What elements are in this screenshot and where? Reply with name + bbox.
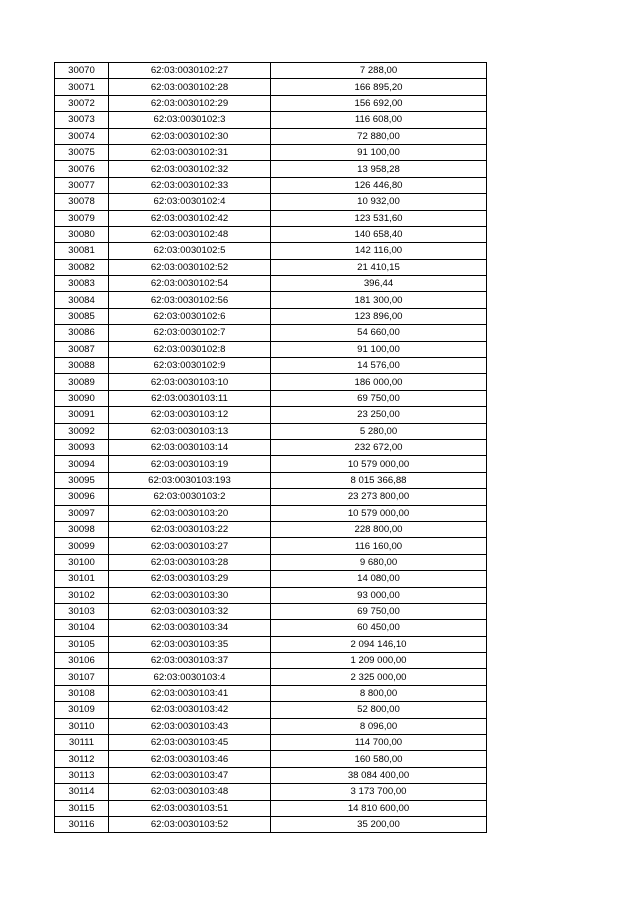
row-number: 30080 [55, 226, 109, 242]
cadastral-value: 142 116,00 [271, 243, 487, 259]
row-number: 30091 [55, 407, 109, 423]
row-number: 30095 [55, 472, 109, 488]
cadastral-value: 10 932,00 [271, 194, 487, 210]
table-row [55, 341, 487, 357]
table-row [55, 702, 487, 718]
cadastral-number: 62:03:0030103:14 [109, 439, 271, 455]
cadastral-value: 232 672,00 [271, 439, 487, 455]
row-number: 30081 [55, 243, 109, 259]
cadastral-value: 1 209 000,00 [271, 653, 487, 669]
cadastral-number: 62:03:0030103:37 [109, 653, 271, 669]
cadastral-number: 62:03:0030103:32 [109, 603, 271, 619]
cadastral-value: 38 084 400,00 [271, 767, 487, 783]
cadastral-number: 62:03:0030103:193 [109, 472, 271, 488]
table-row [55, 472, 487, 488]
row-number: 30097 [55, 505, 109, 521]
cadastral-number: 62:03:0030103:48 [109, 784, 271, 800]
cadastral-number: 62:03:0030102:33 [109, 177, 271, 193]
row-number: 30116 [55, 816, 109, 832]
table-row [55, 439, 487, 455]
cadastral-number: 62:03:0030103:22 [109, 521, 271, 537]
cadastral-number: 62:03:0030102:3 [109, 112, 271, 128]
cadastral-number: 62:03:0030103:43 [109, 718, 271, 734]
table-row [55, 685, 487, 701]
table-row [55, 571, 487, 587]
table-row [55, 554, 487, 570]
cadastral-number: 62:03:0030102:52 [109, 259, 271, 275]
table-row [55, 194, 487, 210]
cadastral-value: 116 160,00 [271, 538, 487, 554]
table-row [55, 538, 487, 554]
table-row [55, 95, 487, 111]
row-number: 30096 [55, 489, 109, 505]
row-number: 30073 [55, 112, 109, 128]
row-number: 30098 [55, 521, 109, 537]
cadastral-number: 62:03:0030103:10 [109, 374, 271, 390]
row-number: 30085 [55, 308, 109, 324]
cadastral-value: 8 096,00 [271, 718, 487, 734]
row-number: 30101 [55, 571, 109, 587]
cadastral-value: 123 531,60 [271, 210, 487, 226]
cadastral-value: 72 880,00 [271, 128, 487, 144]
table-row [55, 226, 487, 242]
row-number: 30113 [55, 767, 109, 783]
cadastral-number: 62:03:0030102:42 [109, 210, 271, 226]
cadastral-number: 62:03:0030103:11 [109, 390, 271, 406]
row-number: 30075 [55, 144, 109, 160]
table-row [55, 718, 487, 734]
cadastral-number: 62:03:0030102:54 [109, 276, 271, 292]
table-row [55, 128, 487, 144]
cadastral-value: 5 280,00 [271, 423, 487, 439]
row-number: 30072 [55, 95, 109, 111]
row-number: 30107 [55, 669, 109, 685]
row-number: 30112 [55, 751, 109, 767]
cadastral-value: 52 800,00 [271, 702, 487, 718]
cadastral-number: 62:03:0030102:48 [109, 226, 271, 242]
table-row [55, 669, 487, 685]
row-number: 30076 [55, 161, 109, 177]
cadastral-number: 62:03:0030102:6 [109, 308, 271, 324]
row-number: 30111 [55, 735, 109, 751]
table-row [55, 636, 487, 652]
row-number: 30078 [55, 194, 109, 210]
cadastral-value: 2 094 146,10 [271, 636, 487, 652]
row-number: 30082 [55, 259, 109, 275]
table-row [55, 243, 487, 259]
cadastral-value-table [54, 62, 487, 833]
row-number: 30090 [55, 390, 109, 406]
cadastral-value: 54 660,00 [271, 325, 487, 341]
cadastral-number: 62:03:0030102:28 [109, 79, 271, 95]
cadastral-value: 14 080,00 [271, 571, 487, 587]
table-row [55, 751, 487, 767]
row-number: 30115 [55, 800, 109, 816]
table-row [55, 800, 487, 816]
table-row [55, 423, 487, 439]
table-row [55, 177, 487, 193]
table-row [55, 210, 487, 226]
table-row [55, 390, 487, 406]
cadastral-value: 60 450,00 [271, 620, 487, 636]
cadastral-value: 126 446,80 [271, 177, 487, 193]
table-row [55, 161, 487, 177]
cadastral-value: 396,44 [271, 276, 487, 292]
table-row [55, 505, 487, 521]
row-number: 30084 [55, 292, 109, 308]
cadastral-number: 62:03:0030102:5 [109, 243, 271, 259]
cadastral-number: 62:03:0030102:30 [109, 128, 271, 144]
row-number: 30103 [55, 603, 109, 619]
cadastral-value: 8 015 366,88 [271, 472, 487, 488]
cadastral-number: 62:03:0030103:2 [109, 489, 271, 505]
cadastral-value: 228 800,00 [271, 521, 487, 537]
row-number: 30077 [55, 177, 109, 193]
cadastral-number: 62:03:0030103:45 [109, 735, 271, 751]
cadastral-number: 62:03:0030103:46 [109, 751, 271, 767]
cadastral-value: 23 273 800,00 [271, 489, 487, 505]
table-row [55, 521, 487, 537]
row-number: 30114 [55, 784, 109, 800]
cadastral-value: 91 100,00 [271, 144, 487, 160]
row-number: 30093 [55, 439, 109, 455]
table-row [55, 112, 487, 128]
row-number: 30070 [55, 63, 109, 79]
row-number: 30109 [55, 702, 109, 718]
row-number: 30083 [55, 276, 109, 292]
table-row [55, 79, 487, 95]
table-row [55, 63, 487, 79]
cadastral-value: 123 896,00 [271, 308, 487, 324]
row-number: 30089 [55, 374, 109, 390]
cadastral-number: 62:03:0030102:27 [109, 63, 271, 79]
table-row [55, 620, 487, 636]
cadastral-value: 35 200,00 [271, 816, 487, 832]
cadastral-value: 13 958,28 [271, 161, 487, 177]
cadastral-value: 7 288,00 [271, 63, 487, 79]
row-number: 30106 [55, 653, 109, 669]
cadastral-number: 62:03:0030102:8 [109, 341, 271, 357]
table-row [55, 259, 487, 275]
cadastral-number: 62:03:0030103:19 [109, 456, 271, 472]
cadastral-number: 62:03:0030103:27 [109, 538, 271, 554]
cadastral-number: 62:03:0030103:12 [109, 407, 271, 423]
table-row [55, 144, 487, 160]
table-row [55, 456, 487, 472]
cadastral-value: 69 750,00 [271, 603, 487, 619]
cadastral-number: 62:03:0030103:47 [109, 767, 271, 783]
cadastral-number: 62:03:0030103:35 [109, 636, 271, 652]
cadastral-number: 62:03:0030103:41 [109, 685, 271, 701]
cadastral-value: 14 576,00 [271, 358, 487, 374]
table-row [55, 489, 487, 505]
cadastral-number: 62:03:0030103:28 [109, 554, 271, 570]
cadastral-value: 10 579 000,00 [271, 456, 487, 472]
table-row [55, 308, 487, 324]
cadastral-value: 186 000,00 [271, 374, 487, 390]
table-row [55, 325, 487, 341]
cadastral-value: 166 895,20 [271, 79, 487, 95]
cadastral-number: 62:03:0030102:7 [109, 325, 271, 341]
row-number: 30100 [55, 554, 109, 570]
cadastral-number: 62:03:0030103:34 [109, 620, 271, 636]
table-row [55, 276, 487, 292]
row-number: 30087 [55, 341, 109, 357]
cadastral-value: 156 692,00 [271, 95, 487, 111]
cadastral-value: 21 410,15 [271, 259, 487, 275]
cadastral-value: 91 100,00 [271, 341, 487, 357]
cadastral-value: 93 000,00 [271, 587, 487, 603]
cadastral-value: 23 250,00 [271, 407, 487, 423]
table-row [55, 784, 487, 800]
cadastral-number: 62:03:0030103:29 [109, 571, 271, 587]
cadastral-number: 62:03:0030103:13 [109, 423, 271, 439]
table-body [55, 63, 487, 833]
table-row [55, 407, 487, 423]
cadastral-number: 62:03:0030103:52 [109, 816, 271, 832]
row-number: 30088 [55, 358, 109, 374]
row-number: 30094 [55, 456, 109, 472]
row-number: 30105 [55, 636, 109, 652]
table-row [55, 358, 487, 374]
cadastral-value: 9 680,00 [271, 554, 487, 570]
row-number: 30079 [55, 210, 109, 226]
cadastral-value: 140 658,40 [271, 226, 487, 242]
cadastral-number: 62:03:0030102:4 [109, 194, 271, 210]
cadastral-number: 62:03:0030102:56 [109, 292, 271, 308]
cadastral-value: 116 608,00 [271, 112, 487, 128]
row-number: 30110 [55, 718, 109, 734]
cadastral-number: 62:03:0030103:42 [109, 702, 271, 718]
table-row [55, 603, 487, 619]
cadastral-number: 62:03:0030102:32 [109, 161, 271, 177]
row-number: 30099 [55, 538, 109, 554]
cadastral-number: 62:03:0030102:29 [109, 95, 271, 111]
cadastral-value: 114 700,00 [271, 735, 487, 751]
table-row [55, 374, 487, 390]
cadastral-number: 62:03:0030103:51 [109, 800, 271, 816]
row-number: 30104 [55, 620, 109, 636]
cadastral-value: 8 800,00 [271, 685, 487, 701]
cadastral-value: 181 300,00 [271, 292, 487, 308]
cadastral-value: 160 580,00 [271, 751, 487, 767]
cadastral-value: 69 750,00 [271, 390, 487, 406]
table-row [55, 816, 487, 832]
row-number: 30074 [55, 128, 109, 144]
cadastral-number: 62:03:0030103:4 [109, 669, 271, 685]
cadastral-value: 10 579 000,00 [271, 505, 487, 521]
cadastral-value: 3 173 700,00 [271, 784, 487, 800]
row-number: 30086 [55, 325, 109, 341]
table-row [55, 292, 487, 308]
table-row [55, 653, 487, 669]
cadastral-number: 62:03:0030103:20 [109, 505, 271, 521]
table-row [55, 587, 487, 603]
row-number: 30102 [55, 587, 109, 603]
table-row [55, 735, 487, 751]
table-row [55, 767, 487, 783]
cadastral-value: 2 325 000,00 [271, 669, 487, 685]
row-number: 30092 [55, 423, 109, 439]
cadastral-number: 62:03:0030102:31 [109, 144, 271, 160]
cadastral-number: 62:03:0030102:9 [109, 358, 271, 374]
row-number: 30071 [55, 79, 109, 95]
cadastral-value: 14 810 600,00 [271, 800, 487, 816]
cadastral-number: 62:03:0030103:30 [109, 587, 271, 603]
row-number: 30108 [55, 685, 109, 701]
